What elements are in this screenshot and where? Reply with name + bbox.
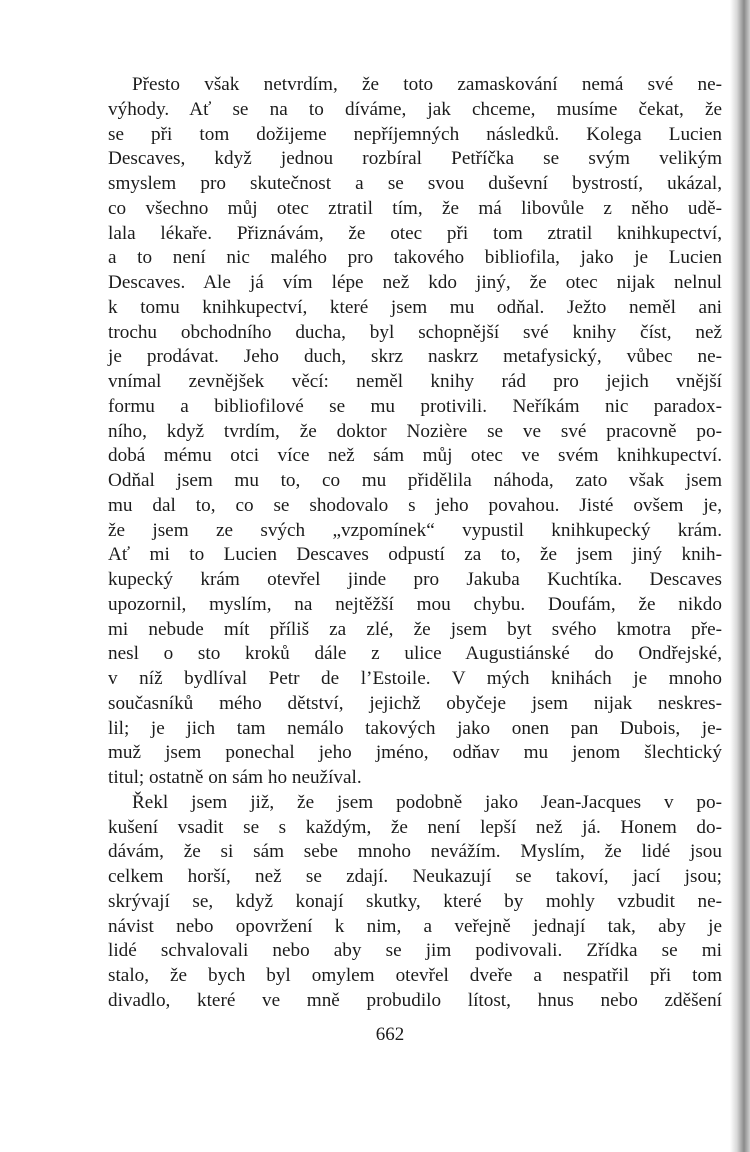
body-text: [108, 73, 722, 1014]
text-line: stalo, že bych byl omylem otevřel dveře a nespatřil při tom: [108, 965, 722, 986]
text-line: mi nebude mít příliš za zlé, že jsem byt svého kmotra pře-: [108, 618, 722, 640]
paragraph: [108, 73, 722, 791]
text-line: lidé schvalovali nebo aby se jim podivovali. Zřídka se mi: [108, 940, 722, 962]
text-line: smyslem pro skutečnost a se svou duševní bystrostí, ukázal,: [108, 173, 722, 194]
text-line: Ať mi to Lucien Descaves odpustí za to, že jsem jiný knih-: [108, 544, 722, 566]
page-number: 662: [375, 1024, 405, 1045]
text-line: dávám, že si sám sebe mnoho nevážím. Myslím, že lidé jsou: [108, 841, 722, 863]
text-line: vnímal zevnějšek věcí: neměl knihy rád pro jejich vnější: [108, 371, 722, 392]
text-line: Řekl jsem již, že jsem podobně jako Jean-Jacques v po-: [132, 791, 722, 813]
text-line: co všechno můj otec ztratil tím, že má libovůle z něho udě-: [108, 197, 722, 219]
text-line: kupecký krám otevřel jinde pro Jakuba Kuchtíka. Descaves: [108, 569, 722, 590]
text-line: Descaves, když jednou rozbíral Petříčka se svým velikým: [108, 148, 722, 170]
text-line: je prodávat. Jeho duch, skrz naskrz metafysický, vůbec ne-: [108, 346, 722, 368]
text-line: že jsem ze svých „vzpomínek“ vypustil knihkupecký krám.: [108, 519, 722, 541]
text-line: nesl o sto kroků dále z ulice Augustiánské do Ondřejské,: [108, 643, 722, 665]
paragraph: [108, 791, 722, 1014]
text-line: Přesto však netvrdím, že toto zamaskování nemá své ne-: [132, 74, 722, 95]
text-line: v níž bydlíval Petr de l’Estoile. V mých knihách je mnoho: [108, 668, 722, 689]
text-line: výhody. Ať se na to díváme, jak chceme, musíme čekat, že: [108, 98, 722, 120]
text-line: divadlo, které ve mně probudilo lítost, hnus nebo zděšení: [108, 989, 722, 1011]
text-line: upozornil, myslím, na nejtěžší mou chybu. Doufám, že nikdo: [108, 593, 722, 615]
text-line: návist nebo opovržení k nim, a veřejně jednají tak, aby je: [108, 915, 722, 937]
text-line: mu dal to, co se shodovalo s jeho povahou. Jisté ovšem je,: [108, 494, 722, 516]
text-line: ního, když tvrdím, že doktor Nozière se ve své pracovně po-: [108, 420, 722, 442]
text-line: se při tom dožijeme nepříjemných následků. Kolega Lucien: [108, 123, 722, 145]
text-line: k tomu knihkupectví, které jsem mu odňal. Ježto neměl ani: [108, 296, 722, 318]
text-line: muž jsem ponechal jeho jméno, odňav mu jenom šlechtický: [108, 742, 722, 764]
text-line: a to není nic malého pro takového bibliofila, jako je Lucien: [108, 247, 722, 269]
text-line: Descaves. Ale já vím lépe než kdo jiný, že otec nijak nelnul: [108, 272, 722, 293]
text-line: formu a bibliofilové se mu protivili. Neříkám nic paradox-: [108, 395, 722, 417]
text-line: Odňal jsem mu to, co mu přidělila náhoda, zato však jsem: [108, 470, 722, 491]
text-line: celkem horší, než se zdají. Neukazují se takoví, jací jsou;: [108, 866, 722, 887]
text-line: titul; ostatně on sám ho neužíval.: [108, 767, 362, 788]
text-line: trochu obchodního ducha, byl schopnější své knihy číst, než: [108, 321, 722, 343]
text-line: dobá mému otci více než sám můj otec ve svém knihkupectví.: [108, 445, 722, 467]
text-line: skrývají se, když konají skutky, které by mohly vzbudit ne-: [108, 890, 722, 912]
text-line: kušení vsadit se s každým, že není lepší než já. Honem do-: [108, 816, 722, 838]
text-line: lala lékaře. Přiznávám, že otec při tom ztratil knihkupectví,: [108, 222, 722, 244]
text-line: současníků mého dětství, jejichž obyčeje jsem nijak neskres-: [108, 692, 722, 714]
scan-page-edge-shadow: [730, 0, 750, 1152]
text-line: lil; je jich tam nemálo takových jako onen pan Dubois, je-: [108, 717, 722, 739]
